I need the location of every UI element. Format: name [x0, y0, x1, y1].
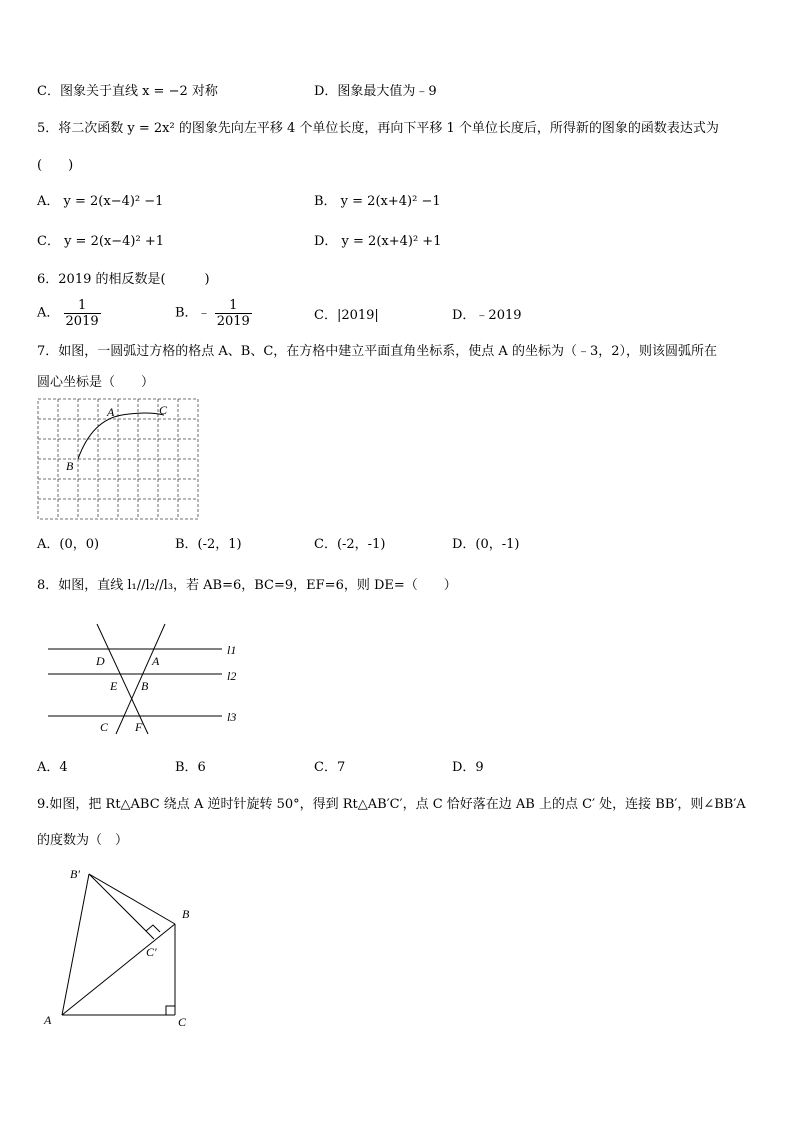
q8-option-a: A．4: [37, 760, 68, 775]
q8-option-d: D．9: [452, 760, 484, 775]
q8-stem: 8．如图，直线 l₁//l₂//l₃，若 AB=6，BC=9，EF=6，则 DE=（ ）: [37, 578, 457, 593]
q7-label-a: A: [107, 405, 115, 419]
q6-option-b-label: B．﹣: [175, 305, 211, 321]
q4-option-c: C．图象关于直线 x = −2 对称: [37, 84, 218, 99]
q9-rotation-figure: [40, 865, 200, 1035]
q6-option-a: [37, 298, 101, 329]
q7-grid-lines: [38, 399, 198, 519]
q7-option-a: A．(0，0): [37, 537, 100, 552]
q5-option-b: B． y = 2(x+4)² −1: [314, 194, 441, 209]
q8-label-b: B: [141, 679, 149, 693]
q4-option-d: D．图象最大值为﹣9: [314, 84, 437, 99]
q6-option-b-numerator: 1: [215, 298, 252, 314]
q8-label-a: A: [152, 654, 160, 668]
q7-label-b: B: [66, 459, 74, 473]
q6-option-a-fraction: [64, 298, 101, 329]
q9-label-a: A: [44, 1013, 52, 1027]
q8-label-l3: l3: [227, 710, 237, 724]
q6-option-b: [175, 298, 252, 329]
q9-label-b-prime: B′: [70, 867, 80, 881]
q9-label-c-prime: C′: [146, 945, 157, 959]
q7-option-c: C．(-2，-1): [314, 537, 386, 552]
q6-stem: 6．2019 的相反数是( ): [37, 272, 210, 287]
q6-option-c: C．|2019|: [314, 308, 379, 323]
q6-option-a-numerator: 1: [64, 298, 101, 314]
q6-option-a-denominator: 2019: [65, 314, 99, 329]
q9-stem-line1: 9.如图，把 Rt△ABC 绕点 A 逆时针旋转 50°，得到 Rt△AB′C′，点 C 恰好落在边 AB 上的点 C′ 处，连接 BB′，则∠BB′A: [37, 797, 746, 812]
q9-label-c: C: [178, 1015, 187, 1029]
q6-option-b-fraction: [215, 298, 252, 329]
q5-option-a: A． y = 2(x−4)² −1: [37, 194, 164, 209]
q9-label-b: B: [182, 907, 190, 921]
q9-segment-ab-prime: [62, 874, 89, 1015]
q8-option-c: C．7: [314, 760, 346, 775]
q5-stem: 5．将二次函数 y = 2x² 的图象先向左平移 4 个单位长度，再向下平移 1 个单位长度后，所得新的图象的函数表达式为: [37, 121, 719, 136]
q5-answer-paren: ( ): [37, 158, 74, 173]
q9-segment-ab: [62, 924, 175, 1015]
q9-stem-line2: 的度数为（ ）: [37, 833, 129, 848]
q7-arc: [78, 413, 164, 459]
q8-label-c: C: [100, 720, 109, 734]
q8-label-e: E: [110, 679, 118, 693]
q7-option-d: D．(0，-1): [452, 537, 520, 552]
q7-stem-line2: 圆心坐标是（ ）: [37, 375, 155, 390]
q6-option-b-denominator: 2019: [216, 314, 250, 329]
q7-grid-figure: [37, 398, 199, 520]
q8-label-d: D: [96, 654, 105, 668]
q6-option-a-label: A．: [37, 305, 60, 321]
q8-label-l1: l1: [227, 643, 237, 657]
q7-label-c: C: [159, 403, 168, 417]
q8-label-f: F: [135, 720, 143, 734]
q9-right-angle-mark-c: [166, 1006, 175, 1015]
q8-parallel-lines-figure: [40, 620, 250, 740]
q7-stem-line1: 7．如图，一圆弧过方格的格点 A、B、C，在方格中建立平面直角坐标系，使点 A 的坐标为（﹣3，2），则该圆弧所在: [37, 344, 717, 359]
q8-label-l2: l2: [227, 669, 237, 683]
q6-option-d: D．﹣2019: [452, 308, 522, 323]
q8-option-b: B．6: [175, 760, 206, 775]
q9-right-angle-mark-c-prime: [146, 925, 160, 932]
q7-option-b: B．(-2，1): [175, 537, 242, 552]
q5-option-d: D． y = 2(x+4)² +1: [314, 234, 442, 249]
q5-option-c: C． y = 2(x−4)² +1: [37, 234, 164, 249]
